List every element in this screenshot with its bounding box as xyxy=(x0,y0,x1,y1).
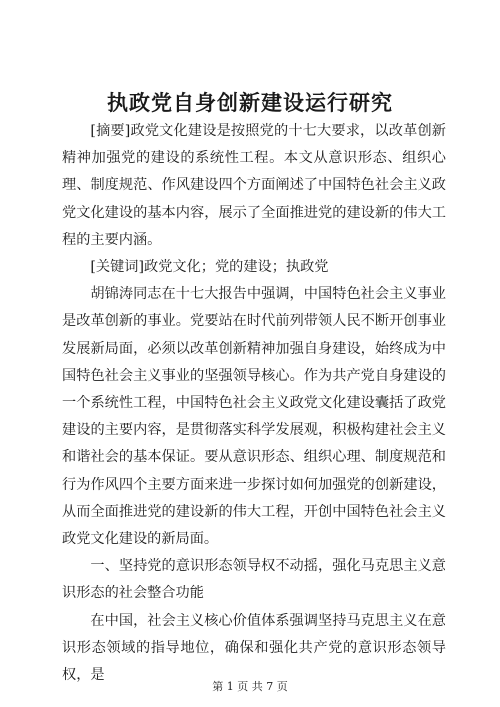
abstract-paragraph: [摘要]政党文化建设是按照党的十七大要求，以改革创新精神加强党的建设的系统性工程。本文从意识形态、组织心理、制度规范、作风建设四个方面阐述了中国特色社会主义政党文化建设的基本内容，展示了全面推进党的建设新的伟大工程的主要内涵。 xyxy=(62,123,446,248)
document-title: 执政党自身创新建设运行研究 xyxy=(107,90,393,115)
keywords-paragraph: [关键词]政党文化；党的建设；执政党 xyxy=(90,259,329,276)
intro-paragraph: 胡锦涛同志在十七大报告中强调，中国特色社会主义事业是改革创新的事业。党要站在时代前列带领人民不断开创事业发展新局面，必须以改革创新精神加强自身建设，始终成为中国特色社会主义事业的坚强领导核心。作为共产党自身建设的一个系统性工程，中国特色社会主义政党文化建设囊括了政党建设的主要内容，是贯彻落实科学发展观，积极构建社会主义和谐社会的基本保证。要从意识形态、组织心理、制度规范和行为作风四个主要方面来进一步探讨如何加强党的创新建设，从而全面推进党的建设新的伟大工程，开创中国特色社会主义政党文化建设的新局面。 xyxy=(62,286,446,548)
page-footer: 第 1 页 共 7 页 xyxy=(212,680,288,693)
document-body xyxy=(62,118,446,689)
section-paragraph: 在中国，社会主义核心价值体系强调坚持马克思主义在意识形态领域的指导地位，确保和强化共产党的意识形态领导权，是 xyxy=(62,612,446,684)
section-heading: 一、坚持党的意识形态领导权不动摇，强化马克思主义意识形态的社会整合功能 xyxy=(62,558,446,602)
